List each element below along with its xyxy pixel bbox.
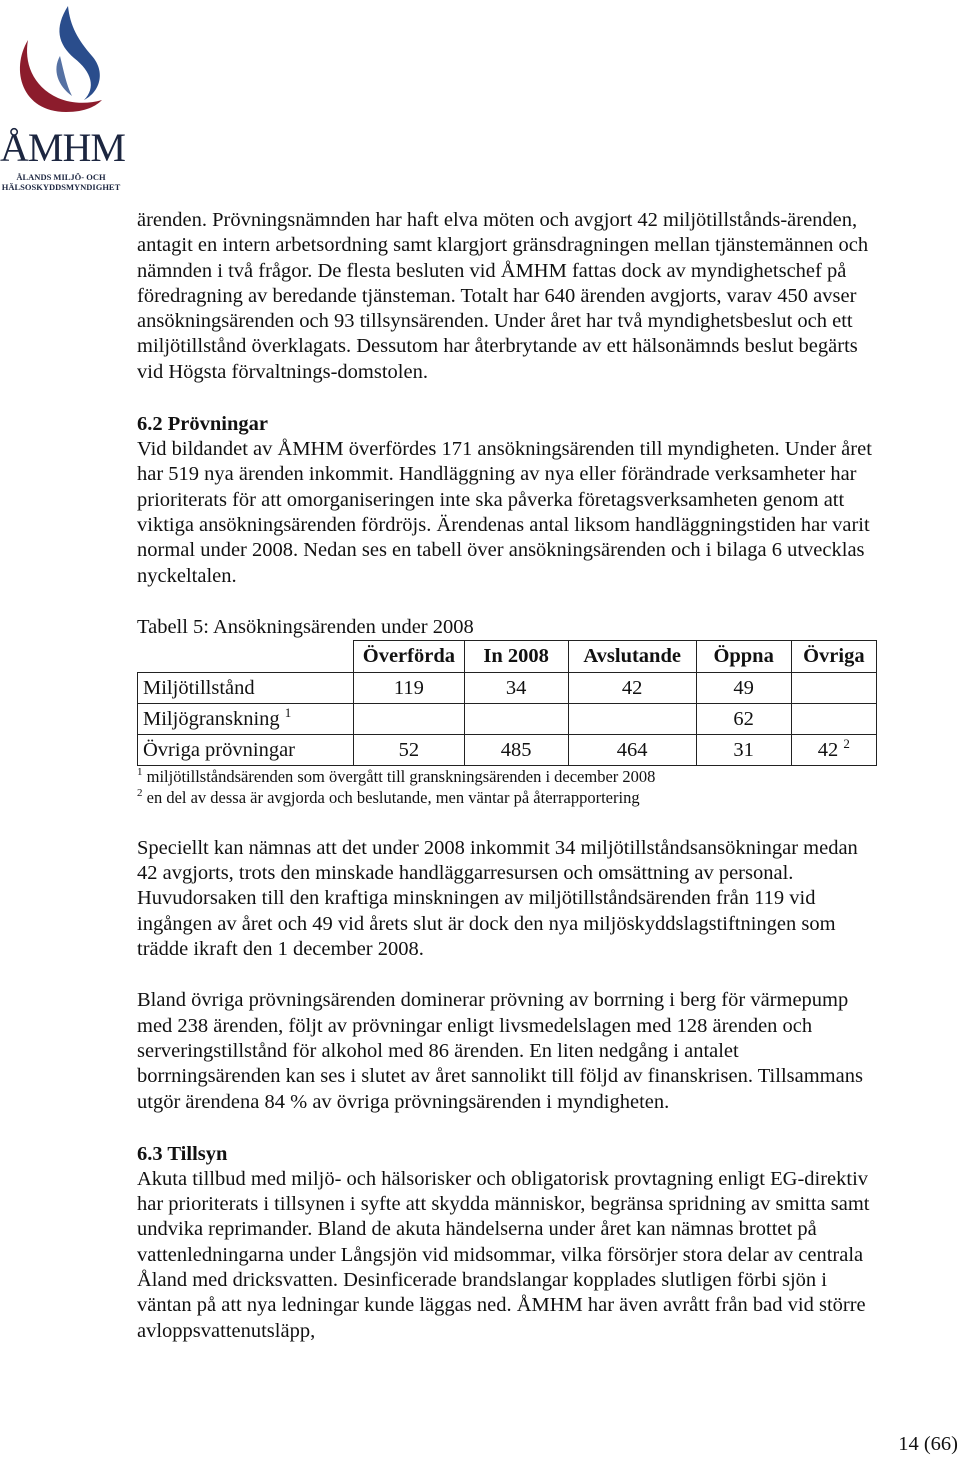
body-paragraph: Speciellt kan nämnas att det under 2008 inkommit 34 miljötillståndsansökningar medan 42 avgjorts, trots den minskade handläggarresursen och omsättning av personal. Huvudorsaken till den kraftiga minskningen av miljötillståndsärenden från 119 vid ingången av året och 49 vid årets slut är dock den nya miljöskyddslagstiftningen som trädde ikraft den 1 december 2008. — [137, 836, 858, 961]
table-cell: 485 — [464, 734, 568, 765]
table-caption: Tabell 5: Ansökningsärenden under 2008 — [137, 615, 474, 638]
table-header-cell: Avslutande — [568, 640, 696, 672]
table-cell: 42 $^2$ — [791, 734, 876, 765]
table-cell — [354, 703, 464, 734]
section-6-3-paragraph: Akuta tillbud med miljö- och hälsorisker och obligatorisk provtagning enligt EG-direktiv har prioriterats i tillsynen i syfte att skydda människor, begränsa spridning av smitta samt undvika reprimander. Bland de akuta händelserna under året kan nämnas brottet på vattenledningarna under Långsjön vid midsommar, vilka försörjer stora delar av centrala Åland med dricksvatten. Desinficerade brandslangar kopplades slutligen förbi sjön i väntan på att nya ledningar kunde läggas ned. ÅMHM har även avrått från bad vid större avloppsvattenutsläpp, — [137, 1167, 870, 1342]
applications-table — [137, 640, 877, 766]
table-cell: 31 — [696, 734, 791, 765]
table-header-cell: Övriga — [791, 640, 876, 672]
row-label: Miljötillstånd — [138, 672, 354, 703]
flame-drop-icon — [0, 0, 122, 130]
body-paragraph: Bland övriga prövningsärenden dominerar prövning av borrning i berg för värmepump med 238 ärenden, följt av prövningar enligt livsmedelslagen med 128 ärenden och serveringstillstånd för alkohol med 86 ärenden. En liten nedgång i antalet borrningsärenden kan ses i slutet av året sannolikt till följd av finanskrisen. Tillsammans utgör ärendena 84 % av övriga prövningsärenden i myndigheten. — [137, 989, 863, 1113]
table-header-row — [138, 640, 877, 672]
table-header-cell: In 2008 — [464, 640, 568, 672]
table-row — [138, 703, 877, 734]
table-cell: 62 — [696, 703, 791, 734]
amhm-logo — [0, 0, 125, 196]
table-cell: 42 — [568, 672, 696, 703]
section-heading-6-2: 6.2 Prövningar — [137, 413, 268, 436]
table-cell: 49 — [696, 672, 791, 703]
table-cell — [568, 703, 696, 734]
table-cell: 119 — [354, 672, 464, 703]
table-header-cell: Överförda — [354, 640, 464, 672]
row-label: Miljögranskning $^1$ — [138, 703, 354, 734]
row-label: Övriga prövningar — [138, 734, 354, 765]
table-cell — [791, 672, 876, 703]
table-row — [138, 734, 877, 765]
table-footnote: $^1$ miljötillståndsärenden som övergått till granskningsärenden i december 2008 — [137, 765, 656, 786]
table-cell — [464, 703, 568, 734]
table-header-cell: Öppna — [696, 640, 791, 672]
logo-subtitle: ÅLANDS MILJÖ- OCH HÄLSOSKYDDSMYNDIGHET — [1, 172, 121, 192]
intro-paragraph: ärenden. Prövningsnämnden har haft elva möten och avgjort 42 miljötillstånds-ärenden, antagit en intern arbetsordning samt klargjort gränsdragningen mellan tjänstemännen och nämnden i två frågor. De flesta besluten vid ÅMHM fattas dock av myndighetschef på föredragning av beredande tjänsteman. Totalt har 640 ärenden avgjorts, varav 450 avser ansökningsärenden och 93 tillsynsärenden. Under året har två myndighetsbeslut och ett miljötillstånd överklagats. Dessutom har återbrytande av ett hälsonämnds beslut begärts vid Högsta förvaltnings-domstolen. — [137, 209, 869, 383]
table-cell: 52 — [354, 734, 464, 765]
table-cell: 464 — [568, 734, 696, 765]
page-content — [137, 208, 877, 1344]
section-heading-6-3: 6.3 Tillsyn — [137, 1142, 228, 1165]
section-6-2-paragraph: Vid bildandet av ÅMHM överfördes 171 ansökningsärenden till myndigheten. Under året har 519 nya ärenden inkommit. Handläggning av nya eller förändrade verksamheter har prioriterats för att omorganiseringen inte ska påverka företagsverksamheten genom att viktiga ansökningsärenden fördröjs. Ärendenas antal liksom handläggningstiden har varit normal under 2008. Nedan ses en tabell över ansökningsärenden och i bilaga 6 utvecklas nyckeltalen. — [137, 438, 872, 587]
table-cell — [791, 703, 876, 734]
table-row — [138, 672, 877, 703]
page-number: 14 (66) — [898, 1433, 958, 1455]
logo-name: ÅMHM — [0, 125, 125, 170]
table-corner-cell — [138, 640, 354, 672]
table-footnote: $^2$ en del av dessa är avgjorda och beslutande, men väntar på återrapportering — [137, 786, 640, 807]
table-cell: 34 — [464, 672, 568, 703]
